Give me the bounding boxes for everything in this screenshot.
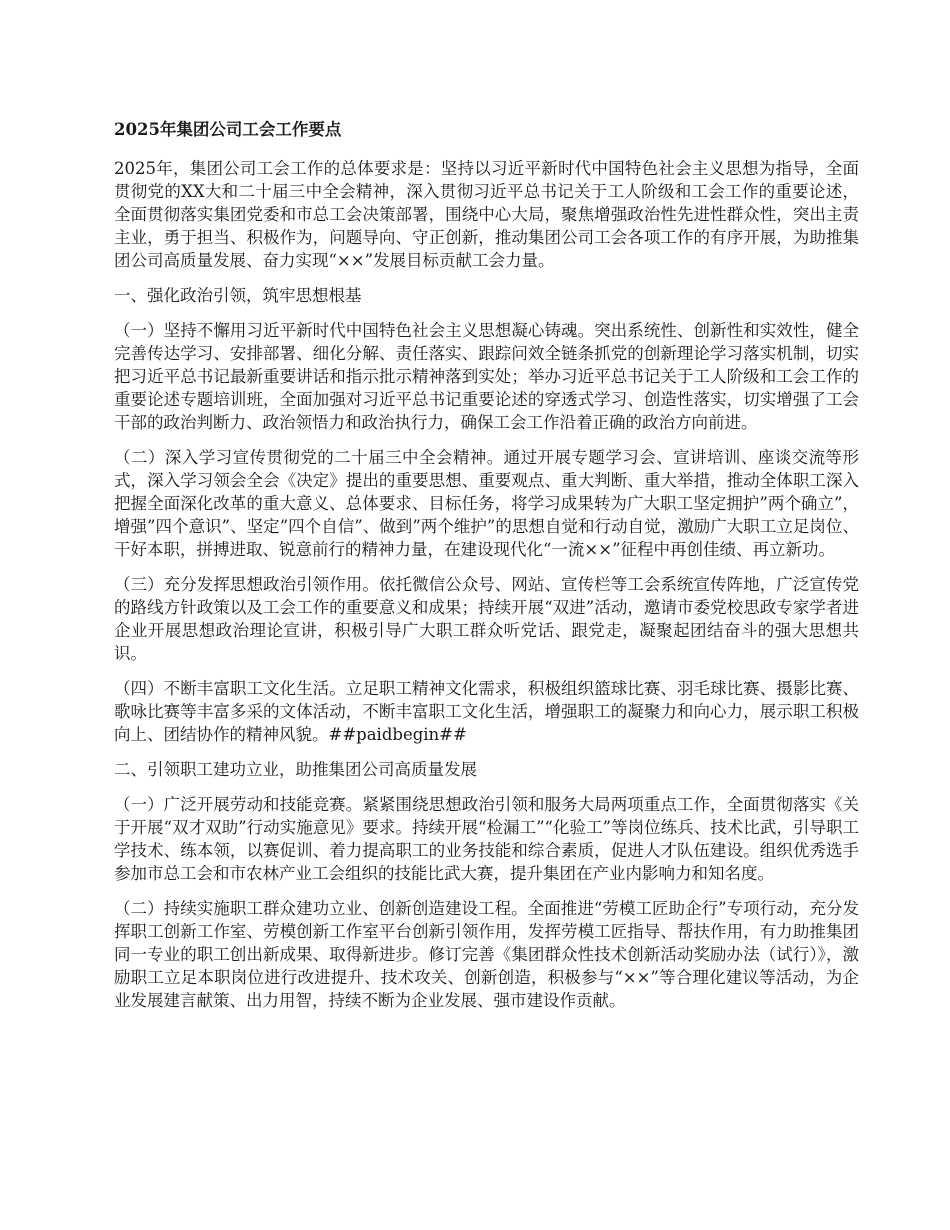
section-paragraph: （一）广泛开展劳动和技能竞赛。紧紧围绕思想政治引领和服务大局两项重点工作，全面贯彻落实《关于开展“双才双助”行动实施意见》要求。持续开展“检漏工”“化验工”等岗位练兵、技术比武，引导职工学技术、练本领，以赛促训、着力提高职工的业务技能和综合素质，促进人才队伍建设。组织优秀选手参加市总工会和市农林产业工会组织的技能比武大赛，提升集团在产业内影响力和知名度。	[114, 795, 859, 883]
section-paragraph: （二）深入学习宣传贯彻党的二十届三中全会精神。通过开展专题学习会、宣讲培训、座谈交流等形式，深入学习领会全会《决定》提出的重要思想、重要观点、重大判断、重大举措，推动全体职工深入把握全面深化改革的重大意义、总体要求、目标任务，将学习成果转为广大职工坚定拥护”两个确立”，增强”四个意识”、坚定”四个自信”、做到”两个维护”的思想自觉和行动自觉，激励广大职工立足岗位、干好本职，拼搏进取、锐意前行的精神力量，在建设现代化“一流××”征程中再创佳绩、再立新功。	[114, 448, 859, 559]
section-paragraph: （四）不断丰富职工文化生活。立足职工精神文化需求，积极组织篮球比赛、羽毛球比赛、摄影比赛、歌咏比赛等丰富多采的文体活动，不断丰富职工文化生活，增强职工的凝聚力和向心力，展示职工积极向上、团结协作的精神风貌。##paidbegin##	[114, 679, 859, 744]
intro-paragraph: 2025年，集团公司工会工作的总体要求是：坚持以习近平新时代中国特色社会主义思想为指导，全面贯彻党的XX大和二十届三中全会精神，深入贯彻习近平总书记关于工人阶级和工会工作的重要论述，全面贯彻落实集团党委和市总工会决策部署，围绕中心大局，聚焦增强政治性先进性群众性，突出主责主业，勇于担当、积极作为，问题导向、守正创新，推动集团公司工会各项工作的有序开展，为助推集团公司高质量发展、奋力实现“××”发展目标贡献工会力量。	[114, 159, 859, 270]
section-heading: 一、强化政治引领，筑牢思想根基	[114, 286, 362, 305]
section-paragraph: （二）持续实施职工群众建功立业、创新创造建设工程。全面推进“劳模工匠助企行”专项行动，充分发挥职工创新工作室、劳模创新工作室平台创新引领作用，发挥劳模工匠指导、帮扶作用，有力助推集团同一专业的职工创出新成果、取得新进步。修订完善《集团群众性技术创新活动奖励办法（试行）》，激励职工立足本职岗位进行改进提升、技术攻关、创新创造，积极参与“××”等合理化建议等活动，为企业发展建言献策、出力用智，持续不断为企业发展、强市建设作贡献。	[114, 899, 859, 1010]
section-heading: 二、引领职工建功立业，助推集团公司高质量发展	[114, 760, 477, 779]
section-paragraph: （一）坚持不懈用习近平新时代中国特色社会主义思想凝心铸魂。突出系统性、创新性和实效性，健全完善传达学习、安排部署、细化分解、责任落实、跟踪问效全链条抓党的创新理论学习落实机制，切实把习近平总书记最新重要讲话和指示批示精神落到实处；举办习近平总书记关于工人阶级和工会工作的重要论述专题培训班，全面加强对习近平总书记重要论述的穿透式学习、创造性落实，切实增强了工会干部的政治判断力、政治领悟力和政治执行力，确保工会工作沿着正确的政治方向前进。	[114, 321, 859, 432]
document-title: 2025年集团公司工会工作要点	[114, 120, 342, 139]
document-page	[114, 118, 859, 1024]
section-paragraph: （三）充分发挥思想政治引领作用。依托微信公众号、网站、宣传栏等工会系统宣传阵地，广泛宣传党的路线方针政策以及工会工作的重要意义和成果；持续开展“双进”活动，邀请市委党校思政专家学者进企业开展思想政治理论宣讲，积极引导广大职工群众听党话、跟党走，凝聚起团结奋斗的强大思想共识。	[114, 575, 859, 663]
